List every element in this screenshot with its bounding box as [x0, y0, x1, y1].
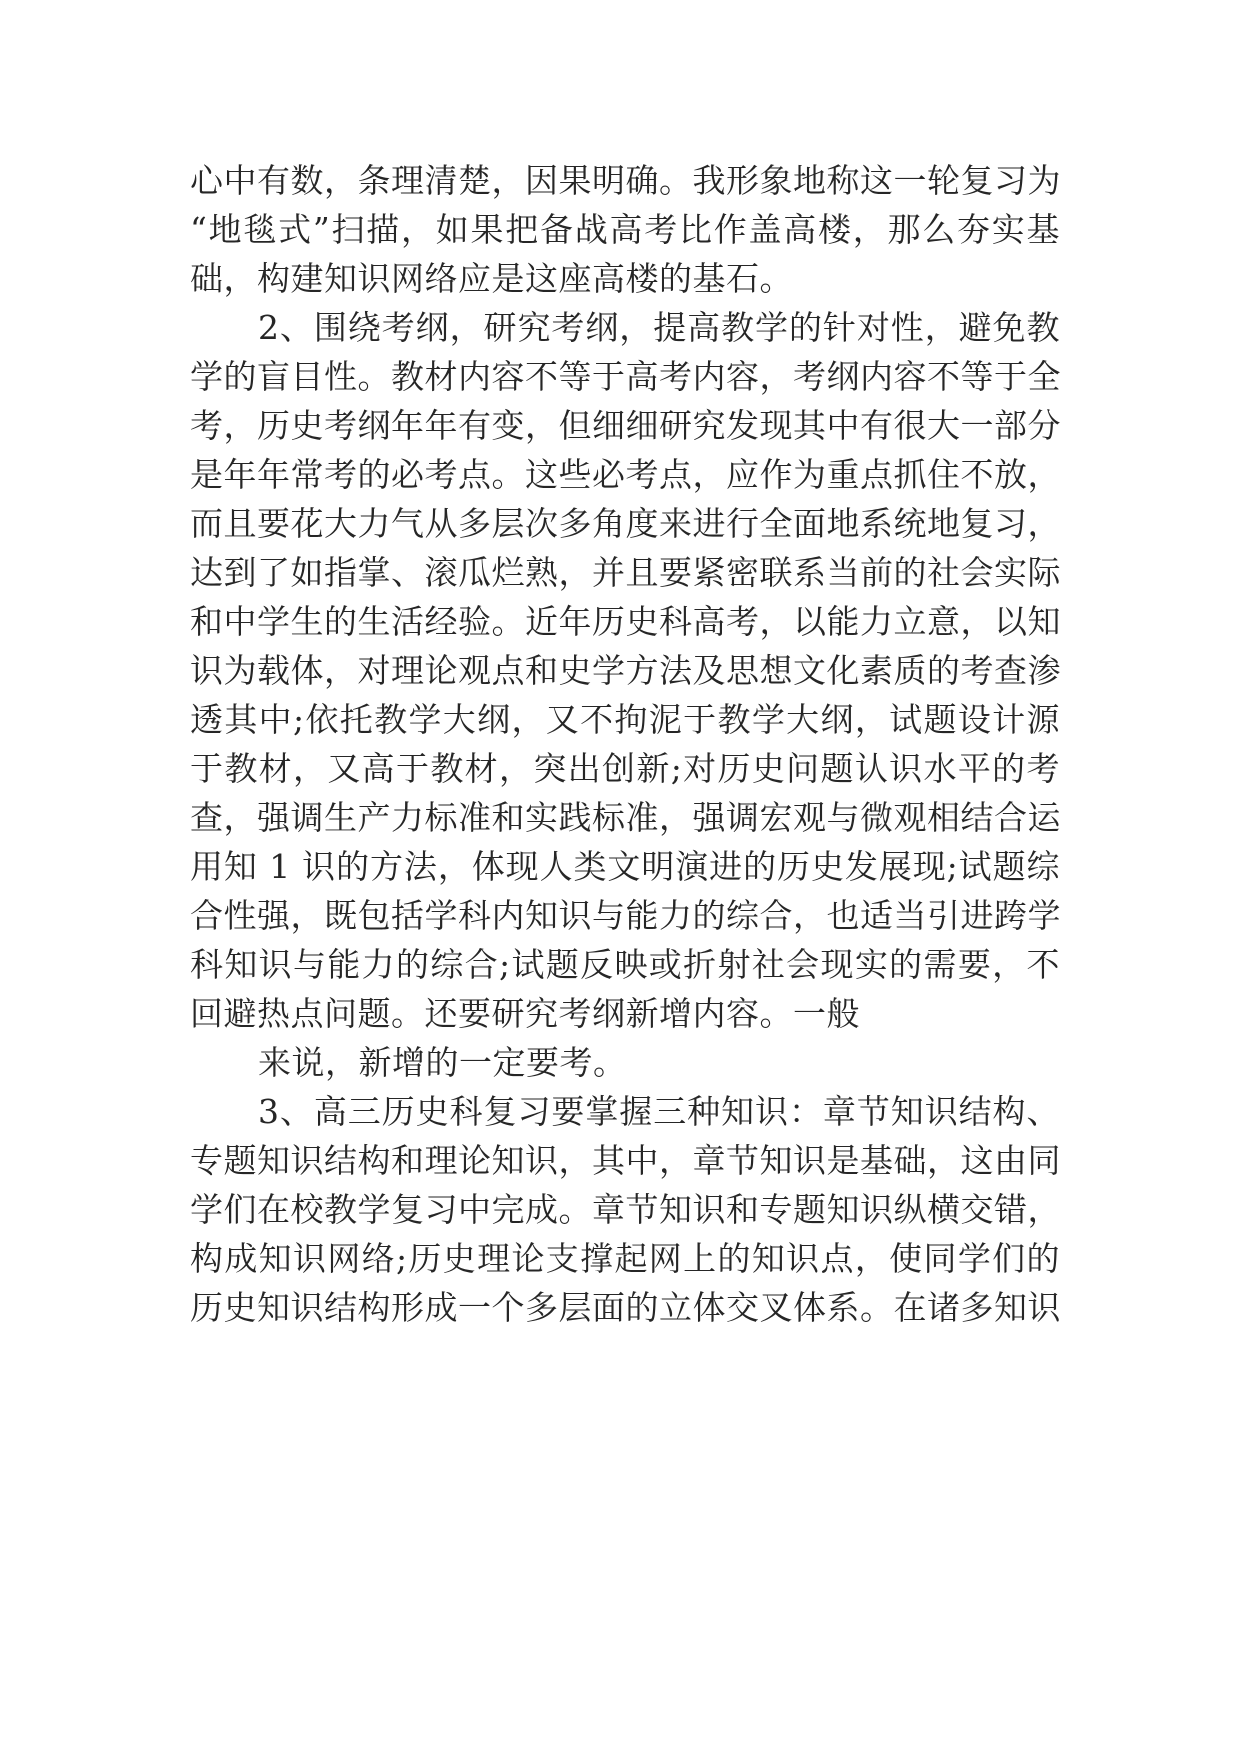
text-line: 识为载体，对理论观点和史学方法及思想文化素质的考查渗 — [190, 651, 1061, 690]
text-line: 达到了如指掌、滚瓜烂熟，并且要紧密联系当前的社会实际 — [190, 553, 1061, 592]
text-line: 学的盲目性。教材内容不等于高考内容，考纲内容不等于全 — [190, 357, 1061, 396]
text-line: 学们在校教学复习中完成。章节知识和专题知识纵横交错， — [190, 1190, 1061, 1229]
text-line: “地毯式”扫描，如果把备战高考比作盖高楼，那么夯实基 — [190, 210, 1060, 249]
body-text — [190, 156, 1060, 1332]
text-line: 透其中;依托教学大纲，又不拘泥于教学大纲，试题设计源 — [190, 700, 1060, 739]
text-line: 考，历史考纲年年有变，但细细研究发现其中有很大一部分 — [190, 406, 1061, 445]
text-line: 而且要花大力气从多层次多角度来进行全面地系统地复习， — [190, 504, 1061, 543]
text-line: 础，构建知识网络应是这座高楼的基石。 — [190, 259, 793, 298]
text-line: 历史知识结构形成一个多层面的立体交叉体系。在诸多知识 — [190, 1288, 1061, 1327]
text-line: 是年年常考的必考点。这些必考点，应作为重点抓住不放， — [190, 455, 1061, 494]
text-line: 来说，新增的一定要考。 — [258, 1043, 627, 1082]
text-line: 构成知识网络;历史理论支撑起网上的知识点，使同学们的 — [190, 1239, 1060, 1278]
text-line: 和中学生的生活经验。近年历史科高考，以能力立意，以知 — [190, 602, 1061, 641]
text-line: 合性强，既包括学科内知识与能力的综合，也适当引进跨学 — [190, 896, 1061, 935]
text-line: 2、围绕考纲，研究考纲，提高教学的针对性，避免教 — [258, 308, 1060, 347]
text-line: 3、高三历史科复习要掌握三种知识：章节知识结构、 — [258, 1092, 1060, 1131]
text-line: 于教材，又高于教材，突出创新;对历史问题认识水平的考 — [190, 749, 1060, 788]
text-line: 回避热点问题。还要研究考纲新增内容。一般 — [190, 994, 860, 1033]
text-line: 科知识与能力的综合;试题反映或折射社会现实的需要，不 — [190, 945, 1060, 984]
text-line: 心中有数，条理清楚，因果明确。我形象地称这一轮复习为 — [190, 161, 1061, 200]
text-line: 查，强调生产力标准和实践标准，强调宏观与微观相结合运 — [190, 798, 1061, 837]
text-line: 专题知识结构和理论知识，其中，章节知识是基础，这由同 — [190, 1141, 1061, 1180]
text-line: 用知 1 识的方法，体现人类文明演进的历史发展现;试题综 — [190, 847, 1060, 886]
